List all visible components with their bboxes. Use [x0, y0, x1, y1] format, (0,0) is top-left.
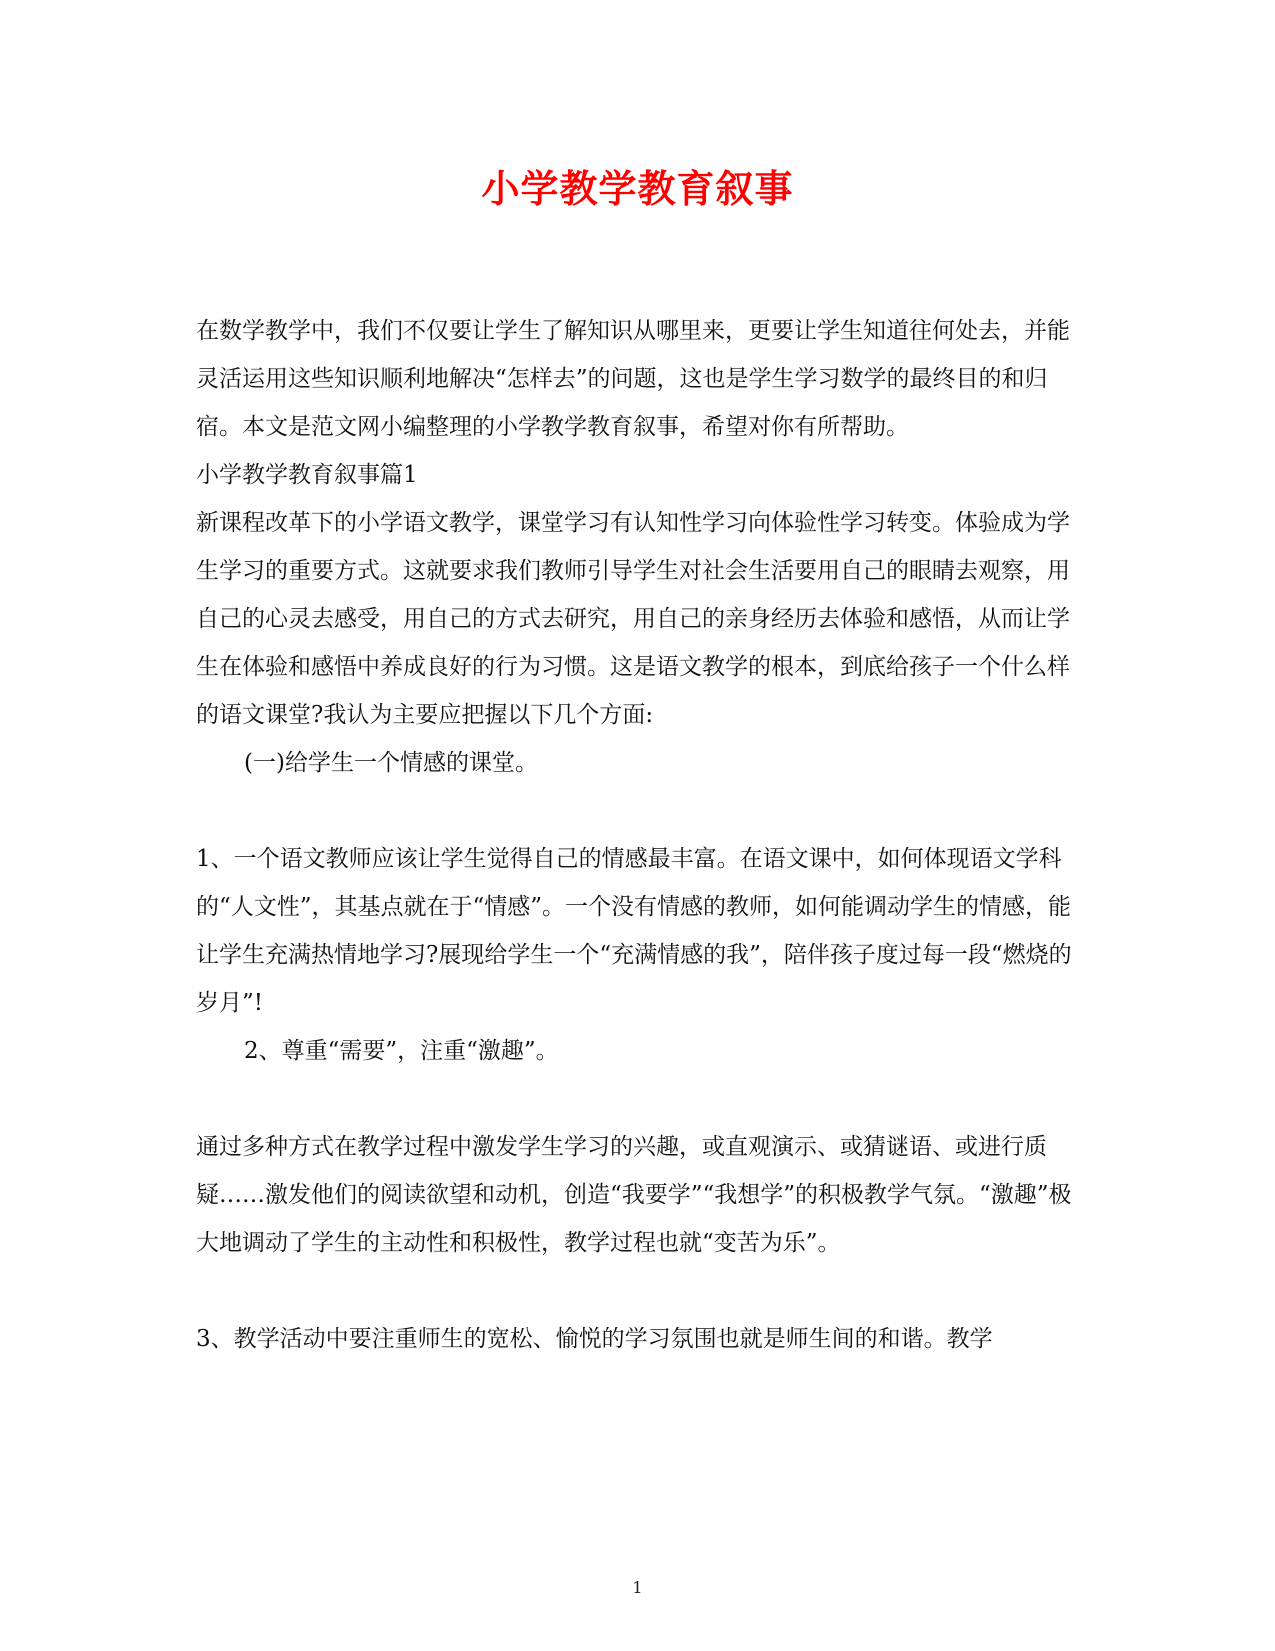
body-paragraph: 新课程改革下的小学语文教学，课堂学习有认知性学习向体验性学习转变。体验成为学生学习的重要方式。这就要求我们教师引导学生对社会生活要用自己的眼睛去观察，用自己的心灵去感受，用自己的方式去研究，用自己的亲身经历去体验和感悟，从而让学生在体验和感悟中养成良好的行为习惯。这是语文教学的根本，到底给孩子一个什么样的语文课堂?我认为主要应把握以下几个方面: [196, 510, 1070, 728]
subsection-heading: (一)给学生一个情感的课堂。 [244, 750, 538, 776]
document-title: 小学教学教育叙事 [481, 166, 794, 211]
intro-paragraph: 在数学教学中，我们不仅要让学生了解知识从哪里来，更要让学生知道往何处去，并能灵活运用这些知识顺利地解决“怎样去”的问题，这也是学生学习数学的最终目的和归宿。本文是范文网小编整理的小学教学教育叙事，希望对你有所帮助。 [196, 318, 1070, 440]
body-paragraph: 1、一个语文教师应该让学生觉得自己的情感最丰富。在语文课中，如何体现语文学科的“人文性”，其基点就在于“情感”。一个没有情感的教师，如何能调动学生的情感，能让学生充满热情地学习?展现给学生一个“充满情感的我”，陪伴孩子度过每一段“燃烧的岁月”! [196, 846, 1072, 1016]
body-paragraph: 通过多种方式在教学过程中激发学生学习的兴趣，或直观演示、或猜谜语、或进行质疑……激发他们的阅读欲望和动机，创造“我要学”“我想学”的积极教学气氛。“激趣”极大地调动了学生的主动性和积极性，教学过程也就“变苦为乐”。 [196, 1134, 1072, 1256]
page-number: 1 [632, 1578, 643, 1597]
body-paragraph: 3、教学活动中要注重师生的宽松、愉悦的学习氛围也就是师生间的和谐。教学 [196, 1326, 993, 1352]
subsection-heading: 2、尊重“需要”，注重“激趣”。 [244, 1038, 559, 1064]
document-body [196, 307, 1076, 1363]
section-heading: 小学教学教育叙事篇1 [196, 462, 418, 488]
